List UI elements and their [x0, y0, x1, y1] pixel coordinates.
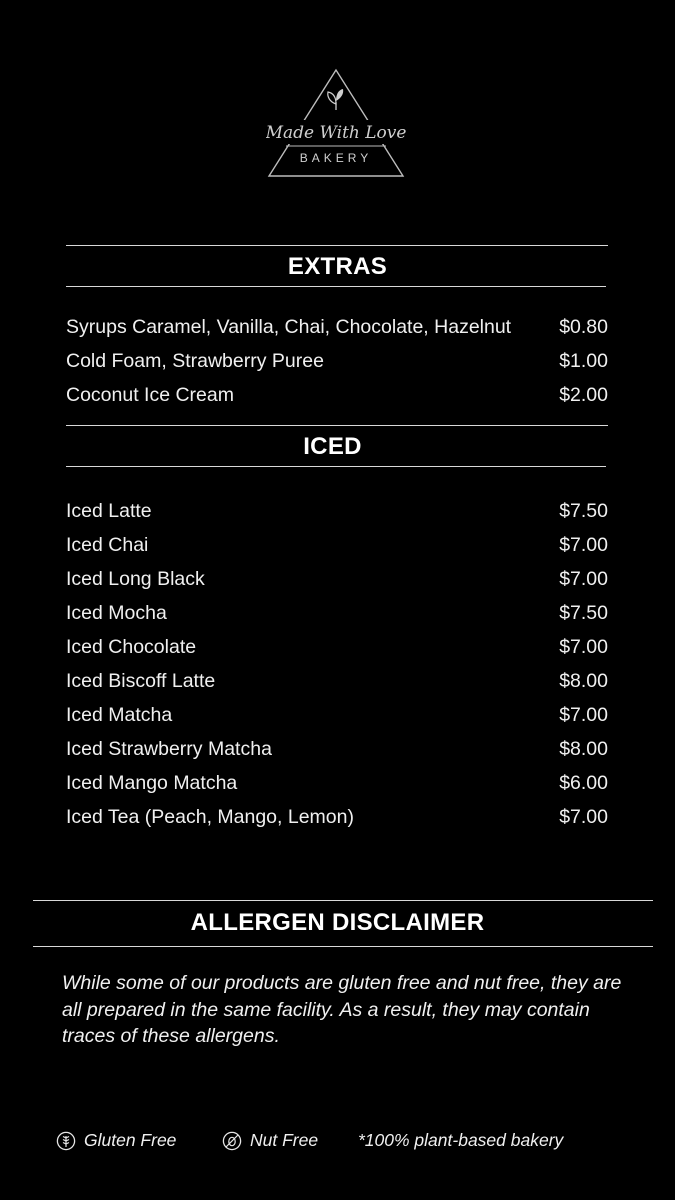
nut-free-legend	[222, 1130, 318, 1151]
gluten-free-legend	[56, 1130, 176, 1151]
menu-item	[66, 664, 608, 698]
item-name: Iced Latte	[66, 499, 152, 522]
allergen-heading: ALLERGEN DISCLAIMER	[190, 909, 485, 936]
menu-item	[66, 378, 608, 412]
item-name: Iced Chai	[66, 533, 149, 556]
menu-item	[66, 596, 608, 630]
item-price: $7.00	[559, 703, 608, 726]
allergen-text: While some of our products are gluten free and nut free, they are all prepared in the same facility. As a result, they may contain traces of these allergens.	[62, 972, 622, 1047]
item-price: $7.00	[559, 635, 608, 658]
item-price: $2.00	[559, 383, 608, 406]
menu-item	[66, 630, 608, 664]
nut-free-icon	[222, 1131, 242, 1151]
leaf-sprout-icon	[266, 68, 406, 178]
item-name: Coconut Ice Cream	[66, 383, 234, 406]
menu-item	[66, 344, 608, 378]
item-price: $7.00	[559, 805, 608, 828]
item-price: $6.00	[559, 771, 608, 794]
logo-bakery-text: BAKERY	[299, 151, 373, 165]
allergen-top-divider	[33, 900, 653, 901]
menu-item	[66, 494, 608, 528]
item-name: Iced Strawberry Matcha	[66, 737, 272, 760]
gluten-free-label: Gluten Free	[84, 1130, 177, 1150]
iced-bottom-divider	[66, 466, 606, 467]
item-price: $7.50	[559, 601, 608, 624]
menu-item	[66, 310, 608, 344]
extras-heading: EXTRAS	[287, 253, 388, 280]
item-name: Iced Matcha	[66, 703, 173, 726]
iced-top-divider	[66, 425, 608, 426]
item-price: $7.00	[559, 567, 608, 590]
item-name: Iced Chocolate	[66, 635, 197, 658]
extras-top-divider	[66, 245, 608, 246]
item-price: $8.00	[559, 669, 608, 692]
menu-item	[66, 562, 608, 596]
item-name: Cold Foam, Strawberry Puree	[66, 349, 324, 372]
menu-item	[66, 528, 608, 562]
item-price: $7.00	[559, 533, 608, 556]
item-price: $0.80	[559, 315, 608, 338]
menu-item	[66, 800, 608, 834]
item-price: $8.00	[559, 737, 608, 760]
nut-free-label: Nut Free	[250, 1130, 319, 1150]
wheat-icon	[56, 1131, 76, 1151]
bakery-logo	[266, 68, 406, 178]
extras-list	[66, 310, 608, 412]
allergen-bottom-divider	[33, 946, 653, 947]
menu-item	[66, 698, 608, 732]
item-price: $1.00	[559, 349, 608, 372]
item-price: $7.50	[559, 499, 608, 522]
logo-script-text: Made With Love	[266, 123, 406, 143]
item-name: Iced Biscoff Latte	[66, 669, 216, 692]
item-name: Iced Tea (Peach, Mango, Lemon)	[66, 805, 354, 828]
iced-list	[66, 494, 608, 834]
plant-based-note: *100% plant-based bakery	[358, 1130, 564, 1150]
extras-bottom-divider	[66, 286, 606, 287]
item-name: Iced Mocha	[66, 601, 167, 624]
iced-heading: ICED	[303, 433, 362, 460]
item-name: Iced Mango Matcha	[66, 771, 238, 794]
item-name: Iced Long Black	[66, 567, 205, 590]
item-name: Syrups Caramel, Vanilla, Chai, Chocolate, Hazelnut	[66, 315, 512, 338]
menu-item	[66, 732, 608, 766]
menu-item	[66, 766, 608, 800]
